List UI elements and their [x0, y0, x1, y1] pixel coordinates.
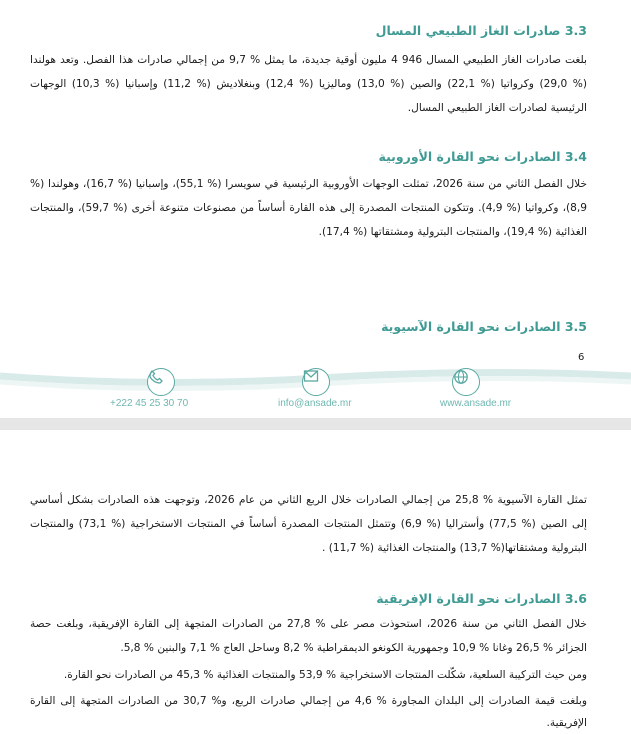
- section-3-3: [30, 22, 587, 120]
- footer-email[interactable]: info@ansade.mr: [278, 398, 352, 409]
- section-title: الصادرات نحو القارة الإفريقية: [376, 591, 561, 606]
- footer-website[interactable]: www.ansade.mr: [440, 398, 512, 409]
- section-3-6: [30, 590, 587, 734]
- footer-phone: +222 45 25 30 70: [110, 398, 189, 409]
- section-paragraph: ومن حيث التركيبة السلعية، شكّلت المنتجات الاستخراجية % 53,9 والمنتجات الغذائية % 45,3 من الصادرات نحو القارة.: [63, 669, 587, 681]
- section-heading: [30, 590, 587, 608]
- section-title: صادرات الغاز الطبيعي المسال: [375, 23, 561, 38]
- section-number: 3.6: [564, 591, 587, 606]
- section-heading: [30, 22, 587, 40]
- section-number: 3.5: [564, 319, 587, 334]
- section-number: 3.4: [564, 149, 587, 164]
- section-paragraph: خلال الفصل الثاني من سنة 2026، تمثلت الوجهات الأوروبية الرئيسية في سويسرا (% 55,1)، وإسبانيا (% 16,7)، وهولندا (% 8,9)، وكرواتيا (% 4,9). وتتكون المنتجات المصدرة إلى هذه القارة أساساً من مصنوعات متنوعة أخرى (% 59,7)، والمنتجات الغذائية (% 19,4)، والمنتجات البترولية ومشتقاتها (% 17,4).: [30, 178, 588, 238]
- asia-continuation: [30, 488, 587, 560]
- page-2: [0, 430, 631, 734]
- page-footer: [0, 362, 631, 418]
- section-paragraph: خلال الفصل الثاني من سنة 2026، استحوذت مصر على % 27,8 من الصادرات المتجهة إلى القارة الإفريقية، وبلغت حصة الجزائر % 26,5 وغانا % 10,9 وجمهورية الكونغو الديمقراطية % 8,2 وساحل العاج % 7,1 والبنين % 5,8.: [30, 618, 587, 654]
- section-heading: [30, 318, 587, 336]
- phone-icon: [147, 368, 175, 396]
- envelope-icon: [302, 368, 330, 396]
- section-paragraph: وبلغت قيمة الصادرات إلى البلدان المجاورة % 4,6 من إجمالي صادرات الربع، و% 30,7 من الصادرات المتجهة إلى القارة الإفريقية.: [30, 695, 587, 729]
- asia-paragraph: تمثل القارة الآسيوية % 25,8 من إجمالي الصادرات خلال الربع الثاني من عام 2026، وتوجهت هذه الصادرات بشكل أساسي إلى الصين (% 77,5) وأستراليا (% 6,9) وتتمثل المنتجات المصدرة أساساً في المنتجات الاستخراجية (% 73,1) والمنتجات البترولية ومشتقاتها(% 13,7) والمنتجات الغذائية (% 11,7) .: [30, 494, 587, 554]
- section-number: 3.3: [564, 23, 587, 38]
- section-paragraph: بلغت صادرات الغاز الطبيعي المسال 946 4 مليون أوقية جديدة، ما يمثل % 9,7 من إجمالي صادرات هذا الفصل. وتعد هولندا (% 29,0) وكرواتيا (% 22,1) والصين (% 13,0) وماليزيا (% 12,4) وبنغلاديش (% 11,2) وإسبانيا (% 10,3) الوجهات الرئيسية لصادرات الغاز الطبيعي المسال.: [30, 54, 587, 114]
- globe-icon: [452, 368, 480, 396]
- page-separator: [0, 418, 631, 430]
- section-3-4: [30, 148, 587, 244]
- section-title: الصادرات نحو القارة الأوروبية: [378, 149, 561, 164]
- section-title: الصادرات نحو القارة الآسيوية: [381, 319, 561, 334]
- page-number: 6: [578, 352, 585, 363]
- section-heading: [30, 148, 587, 166]
- section-3-5: [30, 318, 587, 336]
